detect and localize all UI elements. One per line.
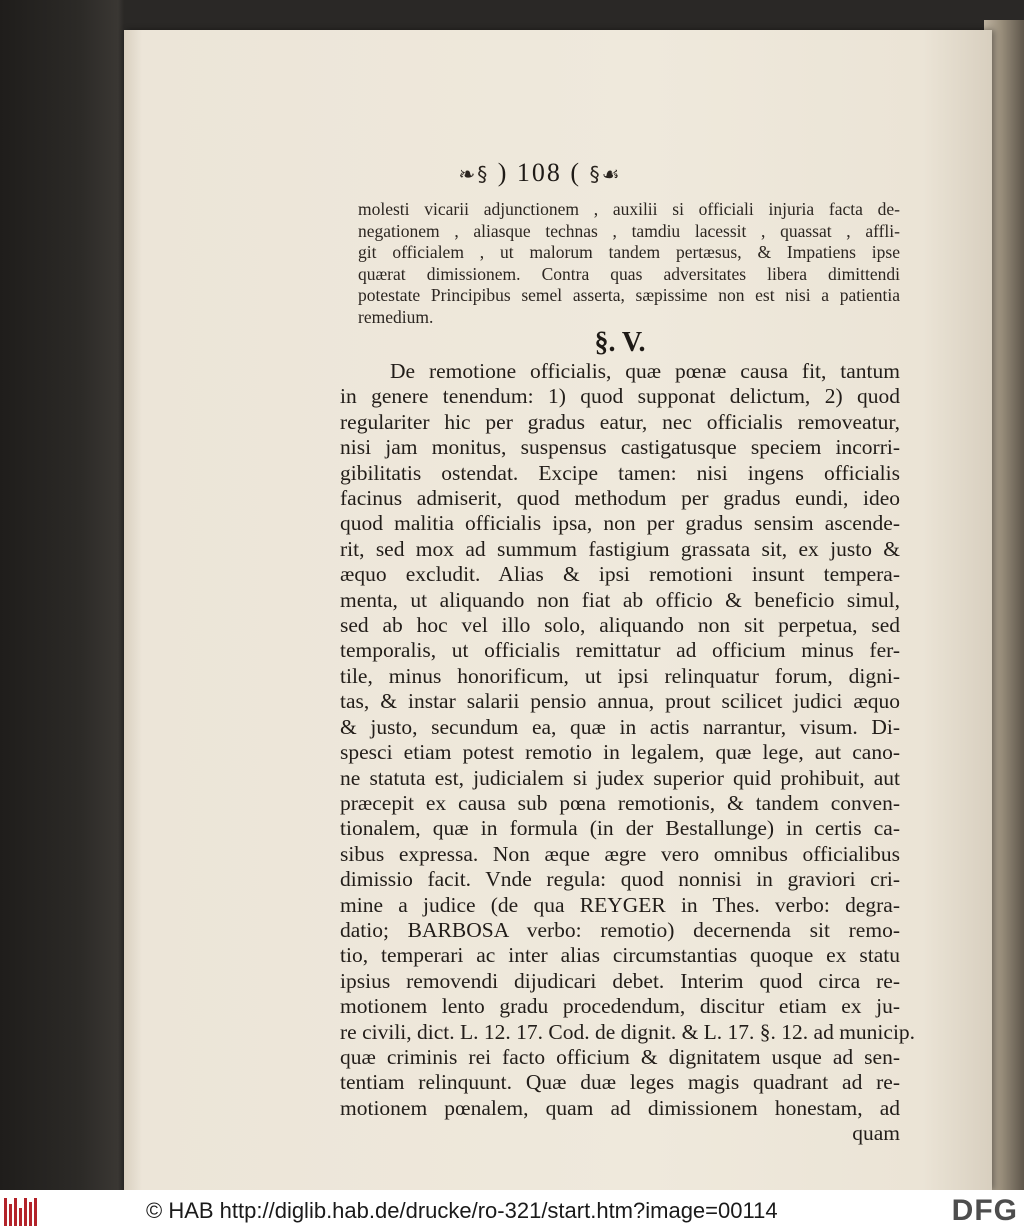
text-line: tionalem, quæ in formula (in der Bestallunge) in certis ca- — [340, 816, 900, 841]
text-line: gibilitatis ostendat. Excipe tamen: nisi ingens officialis — [340, 460, 900, 485]
text-line: re civili, dict. L. 12. 17. Cod. de dignit. & L. 17. §. 12. ad municip. — [340, 1019, 916, 1044]
text-line: & justo, secundum ea, quæ in actis narrantur, visum. Di- — [340, 714, 900, 739]
text-line: tentiam relinquunt. Quæ duæ leges magis quadrant ad re- — [340, 1070, 900, 1095]
text-line: rit, sed mox ad summum fastigium grassata sit, ex justo & — [340, 536, 900, 561]
section-body — [340, 359, 916, 1147]
page-number: ) 108 ( — [497, 158, 582, 187]
text-line: quod malitia officialis ipsa, non per gradus sensim ascende- — [340, 511, 900, 536]
text-line: tio, temperari ac inter alias circumstantias quoque ex statu — [340, 943, 900, 968]
text-line: menta, ut aliquando non fiat ab officio & beneficio simul, — [340, 587, 900, 612]
text-line: æquo excludit. Alias & ipsi remotioni insunt tempera- — [340, 562, 900, 587]
text-line: sed ab hoc vel illo solo, aliquando non sit perpetua, sed — [340, 613, 900, 638]
page-header — [340, 158, 740, 188]
text-line: spesci etiam potest remotio in legalem, quæ lege, aut cano- — [340, 740, 900, 765]
text-line: in genere tenendum: 1) quod supponat delictum, 2) quod — [340, 384, 900, 409]
text-line: molesti vicarii adjunctionem , auxilii si officiali injuria facta de- — [358, 199, 900, 219]
text-line: temporalis, ut officialis remittatur ad officium minus fer- — [340, 638, 900, 663]
text-line: tas, & instar salarii pensio annua, prout scilicet judici æquo — [340, 689, 900, 714]
text-line: ne statuta est, judicialem si judex superior quid prohibuit, aut — [340, 765, 900, 790]
text-line: De remotione officialis, quæ pœnæ causa fit, tantum — [390, 359, 900, 383]
text-line: potestate Principibus semel asserta, sæpissime non est nisi a patientia — [358, 285, 900, 306]
text-line: tile, minus honorificum, ut ipsi relinquatur forum, digni- — [340, 663, 900, 688]
text-line: facinus admiserit, quod methodum per gradus eundi, ideo — [340, 486, 900, 511]
text-line: quæ criminis rei facto officium & dignitatem usque ad sen- — [340, 1044, 900, 1069]
dfg-logo: DFG — [951, 1194, 1018, 1227]
copyright-link[interactable]: © HAB http://diglib.hab.de/drucke/ro-321/start.htm?image=00114 — [146, 1198, 778, 1223]
hab-logo-icon — [4, 1198, 42, 1226]
opening-paragraph — [358, 199, 900, 329]
section-heading: §. V. — [594, 327, 646, 358]
footer-bar — [0, 1190, 1024, 1232]
text-line: remedium. — [358, 306, 434, 327]
text-line: mine a judice (de qua REYGER in Thes. verbo: degra- — [340, 892, 900, 917]
text-line: git officialem , ut malorum tandem pertæsus, & Impatiens ipse — [358, 242, 900, 263]
text-line: ipsius removendi dijudicari debet. Interim quod circa re- — [340, 968, 900, 993]
text-line: præcepit ex causa sub pœna remotionis, & tandem conven- — [340, 790, 900, 815]
text-line: motionem lento gradu procedendum, discitur etiam ex ju- — [340, 994, 900, 1019]
ornament-left: ❧§ — [458, 162, 490, 186]
text-line: negationem , aliasque technas , tamdiu lacessit , quassat , affli- — [358, 220, 900, 241]
text-line: sibus expressa. Non æque ægre vero omnibus officialibus — [340, 841, 900, 866]
text-line: regulariter hic per gradus eatur, nec officialis removeatur, — [340, 409, 900, 434]
text-line: nisi jam monitus, suspensus castigatusque speciem incorri- — [340, 435, 900, 460]
catchword: quam — [852, 1121, 900, 1146]
text-line: quærat dimissionem. Contra quas adversitates libera dimittendi — [358, 263, 900, 284]
text-line: dimissio facit. Vnde regula: quod nonnisi in graviori cri- — [340, 867, 900, 892]
text-line: motionem pœnalem, quam ad dimissionem honestam, ad — [340, 1095, 900, 1120]
ornament-right: §☙ — [589, 162, 622, 186]
text-line: datio; BARBOSA verbo: remotio) decernenda sit remo- — [340, 917, 900, 942]
